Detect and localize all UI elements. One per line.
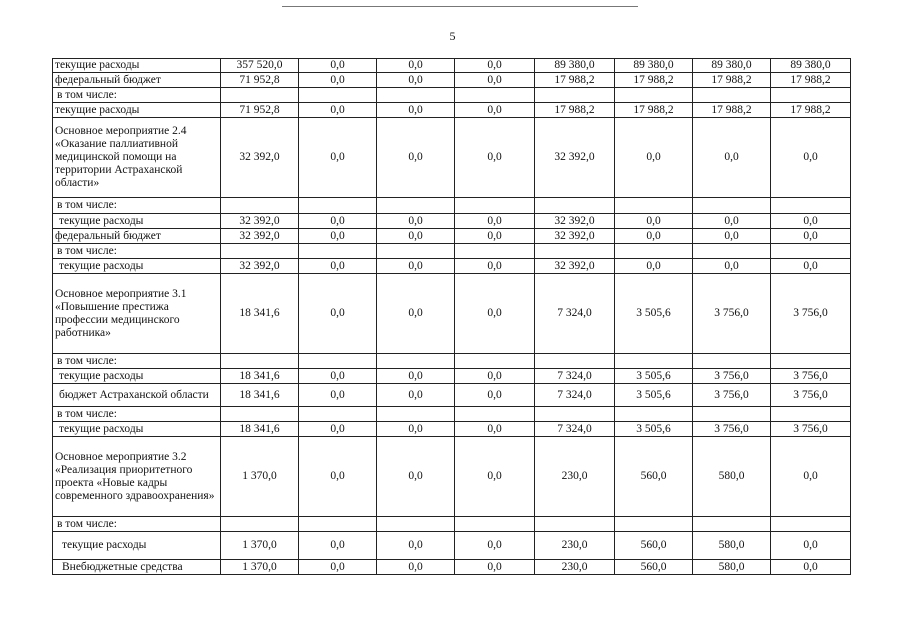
value-cell — [771, 407, 851, 422]
value-cell — [377, 88, 455, 103]
value-cell — [455, 407, 535, 422]
table-row — [53, 198, 851, 214]
row-label: текущие расходы — [53, 103, 221, 118]
row-label: в том числе: — [53, 244, 221, 259]
table-row — [53, 244, 851, 259]
value-cell — [221, 198, 299, 214]
value-cell: 0,0 — [299, 369, 377, 384]
value-cell: 18 341,6 — [221, 384, 299, 407]
value-cell: 0,0 — [615, 229, 693, 244]
row-label: Основное мероприятие 2.4 «Оказание паллиативной медицинской помощи на территории Астраханской области» — [53, 118, 221, 198]
value-cell: 7 324,0 — [535, 274, 615, 354]
value-cell: 7 324,0 — [535, 422, 615, 437]
value-cell: 17 988,2 — [535, 103, 615, 118]
value-cell: 0,0 — [693, 118, 771, 198]
value-cell: 71 952,8 — [221, 103, 299, 118]
value-cell: 0,0 — [299, 560, 377, 575]
value-cell: 0,0 — [377, 259, 455, 274]
value-cell: 0,0 — [693, 229, 771, 244]
value-cell — [771, 244, 851, 259]
value-cell — [693, 517, 771, 532]
value-cell: 32 392,0 — [535, 214, 615, 229]
value-cell: 0,0 — [377, 118, 455, 198]
value-cell — [771, 517, 851, 532]
value-cell — [615, 244, 693, 259]
table-body — [53, 59, 851, 575]
value-cell: 32 392,0 — [221, 214, 299, 229]
value-cell: 0,0 — [377, 59, 455, 73]
value-cell: 580,0 — [693, 560, 771, 575]
row-label: текущие расходы — [53, 214, 221, 229]
value-cell: 3 756,0 — [771, 384, 851, 407]
value-cell: 0,0 — [377, 214, 455, 229]
value-cell — [377, 407, 455, 422]
value-cell: 0,0 — [455, 103, 535, 118]
row-label: в том числе: — [53, 88, 221, 103]
value-cell — [221, 407, 299, 422]
value-cell — [221, 354, 299, 369]
table-row — [53, 103, 851, 118]
value-cell — [615, 198, 693, 214]
table-row — [53, 384, 851, 407]
row-label: федеральный бюджет — [53, 73, 221, 88]
value-cell: 0,0 — [299, 532, 377, 560]
table-row — [53, 229, 851, 244]
value-cell: 0,0 — [455, 229, 535, 244]
value-cell: 0,0 — [377, 532, 455, 560]
value-cell: 0,0 — [299, 259, 377, 274]
value-cell — [299, 198, 377, 214]
value-cell: 0,0 — [455, 73, 535, 88]
value-cell — [299, 88, 377, 103]
value-cell: 17 988,2 — [693, 73, 771, 88]
value-cell — [771, 354, 851, 369]
value-cell — [693, 198, 771, 214]
row-label: Внебюджетные средства — [53, 560, 221, 575]
table-row — [53, 532, 851, 560]
value-cell — [693, 244, 771, 259]
value-cell — [377, 354, 455, 369]
row-label: в том числе: — [53, 517, 221, 532]
page-header-rule — [282, 6, 638, 7]
value-cell: 0,0 — [615, 259, 693, 274]
value-cell: 0,0 — [299, 229, 377, 244]
value-cell — [535, 407, 615, 422]
row-label: бюджет Астраханской области — [53, 384, 221, 407]
value-cell: 3 505,6 — [615, 422, 693, 437]
value-cell: 580,0 — [693, 437, 771, 517]
value-cell: 0,0 — [377, 369, 455, 384]
value-cell — [455, 354, 535, 369]
value-cell: 1 370,0 — [221, 437, 299, 517]
value-cell — [693, 88, 771, 103]
row-label: федеральный бюджет — [53, 229, 221, 244]
table-row — [53, 59, 851, 73]
value-cell: 0,0 — [615, 118, 693, 198]
value-cell: 18 341,6 — [221, 422, 299, 437]
value-cell: 0,0 — [455, 560, 535, 575]
value-cell: 560,0 — [615, 437, 693, 517]
table-row — [53, 560, 851, 575]
table-row — [53, 354, 851, 369]
value-cell: 0,0 — [455, 259, 535, 274]
value-cell: 0,0 — [771, 532, 851, 560]
budget-table — [52, 58, 851, 575]
value-cell: 230,0 — [535, 532, 615, 560]
value-cell: 17 988,2 — [615, 103, 693, 118]
value-cell: 3 756,0 — [693, 369, 771, 384]
table-row — [53, 437, 851, 517]
value-cell — [299, 354, 377, 369]
value-cell: 0,0 — [377, 103, 455, 118]
value-cell — [615, 407, 693, 422]
value-cell: 0,0 — [377, 384, 455, 407]
value-cell: 32 392,0 — [221, 118, 299, 198]
value-cell — [693, 354, 771, 369]
value-cell: 0,0 — [299, 103, 377, 118]
table-row — [53, 259, 851, 274]
value-cell: 0,0 — [693, 259, 771, 274]
value-cell: 89 380,0 — [693, 59, 771, 73]
row-label: в том числе: — [53, 198, 221, 214]
value-cell — [615, 517, 693, 532]
value-cell: 0,0 — [377, 73, 455, 88]
value-cell: 0,0 — [299, 384, 377, 407]
value-cell: 560,0 — [615, 560, 693, 575]
value-cell: 32 392,0 — [221, 229, 299, 244]
value-cell — [535, 354, 615, 369]
value-cell: 32 392,0 — [535, 259, 615, 274]
value-cell: 0,0 — [299, 422, 377, 437]
value-cell — [221, 244, 299, 259]
value-cell: 3 756,0 — [693, 274, 771, 354]
value-cell: 0,0 — [455, 369, 535, 384]
value-cell — [299, 517, 377, 532]
value-cell — [693, 407, 771, 422]
value-cell: 17 988,2 — [535, 73, 615, 88]
value-cell: 32 392,0 — [535, 118, 615, 198]
row-label: текущие расходы — [53, 59, 221, 73]
value-cell — [455, 88, 535, 103]
value-cell: 18 341,6 — [221, 274, 299, 354]
value-cell — [535, 88, 615, 103]
value-cell: 3 756,0 — [771, 274, 851, 354]
value-cell: 230,0 — [535, 560, 615, 575]
value-cell: 32 392,0 — [535, 229, 615, 244]
value-cell: 3 505,6 — [615, 274, 693, 354]
value-cell: 1 370,0 — [221, 560, 299, 575]
row-label: в том числе: — [53, 407, 221, 422]
row-label: Основное мероприятие 3.1 «Повышение престижа профессии медицинского работника» — [53, 274, 221, 354]
table-row — [53, 214, 851, 229]
value-cell: 3 756,0 — [693, 384, 771, 407]
value-cell — [455, 244, 535, 259]
table-row — [53, 274, 851, 354]
value-cell: 18 341,6 — [221, 369, 299, 384]
value-cell: 0,0 — [455, 384, 535, 407]
row-label: текущие расходы — [53, 259, 221, 274]
table-row — [53, 118, 851, 198]
value-cell: 0,0 — [299, 274, 377, 354]
row-label: текущие расходы — [53, 422, 221, 437]
value-cell: 0,0 — [299, 437, 377, 517]
value-cell: 3 756,0 — [693, 422, 771, 437]
row-label: в том числе: — [53, 354, 221, 369]
value-cell: 89 380,0 — [615, 59, 693, 73]
value-cell: 0,0 — [377, 229, 455, 244]
value-cell: 0,0 — [771, 118, 851, 198]
row-label: текущие расходы — [53, 369, 221, 384]
value-cell: 0,0 — [771, 214, 851, 229]
value-cell: 17 988,2 — [771, 73, 851, 88]
value-cell: 89 380,0 — [535, 59, 615, 73]
value-cell: 0,0 — [455, 532, 535, 560]
value-cell — [377, 198, 455, 214]
value-cell: 0,0 — [693, 214, 771, 229]
value-cell: 32 392,0 — [221, 259, 299, 274]
value-cell: 17 988,2 — [615, 73, 693, 88]
value-cell — [377, 244, 455, 259]
value-cell: 0,0 — [771, 437, 851, 517]
value-cell: 0,0 — [299, 118, 377, 198]
value-cell — [771, 88, 851, 103]
value-cell: 0,0 — [771, 259, 851, 274]
table-row — [53, 422, 851, 437]
value-cell — [299, 244, 377, 259]
value-cell: 580,0 — [693, 532, 771, 560]
value-cell: 0,0 — [299, 214, 377, 229]
value-cell — [771, 198, 851, 214]
value-cell — [299, 407, 377, 422]
value-cell: 3 505,6 — [615, 384, 693, 407]
value-cell: 89 380,0 — [771, 59, 851, 73]
table-row — [53, 517, 851, 532]
value-cell: 17 988,2 — [771, 103, 851, 118]
table-row — [53, 407, 851, 422]
value-cell: 0,0 — [455, 118, 535, 198]
value-cell: 1 370,0 — [221, 532, 299, 560]
value-cell: 3 505,6 — [615, 369, 693, 384]
value-cell: 0,0 — [771, 560, 851, 575]
value-cell — [455, 198, 535, 214]
value-cell: 560,0 — [615, 532, 693, 560]
value-cell: 0,0 — [377, 422, 455, 437]
value-cell — [221, 88, 299, 103]
value-cell: 230,0 — [535, 437, 615, 517]
value-cell — [615, 88, 693, 103]
value-cell: 71 952,8 — [221, 73, 299, 88]
row-label: текущие расходы — [53, 532, 221, 560]
value-cell — [535, 244, 615, 259]
value-cell: 357 520,0 — [221, 59, 299, 73]
value-cell — [535, 198, 615, 214]
page-number: 5 — [449, 29, 456, 43]
row-label: Основное мероприятие 3.2 «Реализация приоритетного проекта «Новые кадры современного здравоохранения» — [53, 437, 221, 517]
value-cell: 0,0 — [455, 274, 535, 354]
value-cell: 0,0 — [615, 214, 693, 229]
value-cell — [377, 517, 455, 532]
value-cell: 0,0 — [299, 59, 377, 73]
value-cell: 0,0 — [299, 73, 377, 88]
table-row — [53, 369, 851, 384]
value-cell: 0,0 — [377, 274, 455, 354]
value-cell — [221, 517, 299, 532]
value-cell — [615, 354, 693, 369]
value-cell — [455, 517, 535, 532]
value-cell: 0,0 — [455, 214, 535, 229]
value-cell: 17 988,2 — [693, 103, 771, 118]
value-cell: 7 324,0 — [535, 369, 615, 384]
value-cell: 0,0 — [455, 422, 535, 437]
value-cell: 0,0 — [771, 229, 851, 244]
table-row — [53, 73, 851, 88]
value-cell: 3 756,0 — [771, 369, 851, 384]
value-cell: 0,0 — [455, 59, 535, 73]
value-cell: 3 756,0 — [771, 422, 851, 437]
value-cell: 7 324,0 — [535, 384, 615, 407]
value-cell — [535, 517, 615, 532]
value-cell: 0,0 — [455, 437, 535, 517]
table-row — [53, 88, 851, 103]
value-cell: 0,0 — [377, 437, 455, 517]
value-cell: 0,0 — [377, 560, 455, 575]
